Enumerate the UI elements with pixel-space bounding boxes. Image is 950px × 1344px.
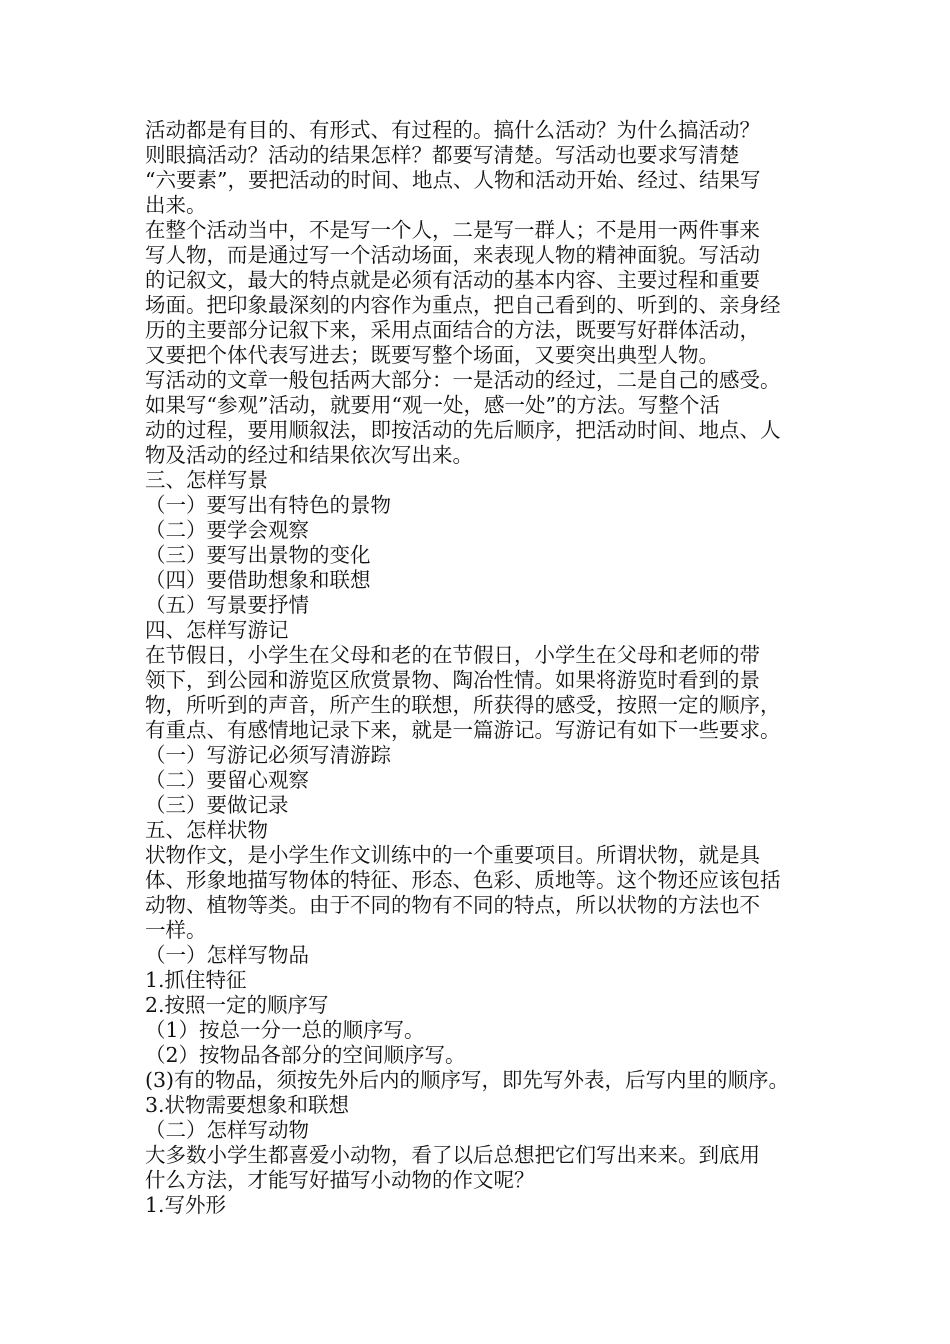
subsection-heading: （二）怎样写动物: [145, 1118, 309, 1142]
text-line: 动物、植物等类。由于不同的物有不同的特点，所以状物的方法也不: [145, 893, 760, 917]
list-item: （1）按总一分一总的顺序写。: [145, 1018, 425, 1042]
list-item: （三）要写出景物的变化: [145, 543, 371, 567]
text-line: 物，所听到的声音，所产生的联想，所获得的感受，按照一定的顺序，: [145, 693, 781, 717]
list-item: （一）要写出有特色的景物: [145, 493, 391, 517]
text-line: 物及活动的经过和结果依次写出来。: [145, 443, 473, 467]
text-line: 什么方法，才能写好描写小动物的作文呢？: [145, 1168, 535, 1192]
text-line: 场面。把印象最深刻的内容作为重点，把自己看到的、听到的、亲身经: [145, 293, 781, 317]
text-line: 在整个活动当中，不是写一个人，二是写一群人；不是用一两件事来: [145, 218, 760, 242]
list-item: (3)有的物品，须按先外后内的顺序写，即先写外表，后写内里的顺序。: [145, 1068, 790, 1092]
text-line: 写人物，而是通过写一个活动场面，来表现人物的精神面貌。写活动: [145, 243, 760, 267]
text-line: 在节假日，小学生在父母和老的在节假日，小学生在父母和老师的带: [145, 643, 760, 667]
list-item: （2）按物品各部分的空间顺序写。: [145, 1043, 466, 1067]
list-item: （二）要学会观察: [145, 518, 309, 542]
section-heading: 四、怎样写游记: [145, 618, 289, 642]
text-line: 如果写“参观”活动，就要用“观一处，感一处”的方法。写整个活: [145, 393, 720, 417]
section-heading: 三、怎样写景: [145, 468, 268, 492]
text-line: 领下，到公园和游览区欣赏景物、陶冶性情。如果将游览时看到的景: [145, 668, 760, 692]
section-heading: 五、怎样状物: [145, 818, 268, 842]
text-line: 活动都是有目的、有形式、有过程的。搞什么活动？为什么搞活动？: [145, 118, 760, 142]
text-line: 出来。: [145, 193, 207, 217]
text-line: 的记叙文，最大的特点就是必须有活动的基本内容、主要过程和重要: [145, 268, 760, 292]
text-line: 则眼搞活动？活动的结果怎样？都要写清楚。写活动也要求写清楚: [145, 143, 740, 167]
text-line: 状物作文，是小学生作文训练中的一个重要项目。所谓状物，就是具: [145, 843, 760, 867]
list-item: 2.按照一定的顺序写: [145, 993, 329, 1017]
text-line: 又要把个体代表写进去；既要写整个场面，又要突出典型人物。: [145, 343, 719, 367]
text-line: “六要素”，要把活动的时间、地点、人物和活动开始、经过、结果写: [145, 168, 761, 192]
text-line: 一样。: [145, 918, 207, 942]
list-item: 1.抓住特征: [145, 968, 247, 992]
list-item: 3.状物需要想象和联想: [145, 1093, 350, 1117]
text-line: 体、形象地描写物体的特征、形态、色彩、质地等。这个物还应该包括: [145, 868, 781, 892]
text-line: 历的主要部分记叙下来，采用点面结合的方法，既要写好群体活动，: [145, 318, 760, 342]
list-item: （一）写游记必须写清游踪: [145, 743, 391, 767]
subsection-heading: （一）怎样写物品: [145, 943, 309, 967]
list-item: （三）要做记录: [145, 793, 289, 817]
list-item: 1.写外形: [145, 1193, 227, 1217]
text-line: 写活动的文章一般包括两大部分：一是活动的经过，二是自己的感受。: [145, 368, 781, 392]
text-line: 大多数小学生都喜爱小动物，看了以后总想把它们写出来来。到底用: [145, 1143, 760, 1167]
list-item: （五）写景要抒情: [145, 593, 309, 617]
text-line: 动的过程，要用顺叙法，即按活动的先后顺序，把活动时间、地点、人: [145, 418, 781, 442]
list-item: （四）要借助想象和联想: [145, 568, 371, 592]
list-item: （二）要留心观察: [145, 768, 309, 792]
text-line: 有重点、有感情地记录下来，就是一篇游记。写游记有如下一些要求。: [145, 718, 781, 742]
